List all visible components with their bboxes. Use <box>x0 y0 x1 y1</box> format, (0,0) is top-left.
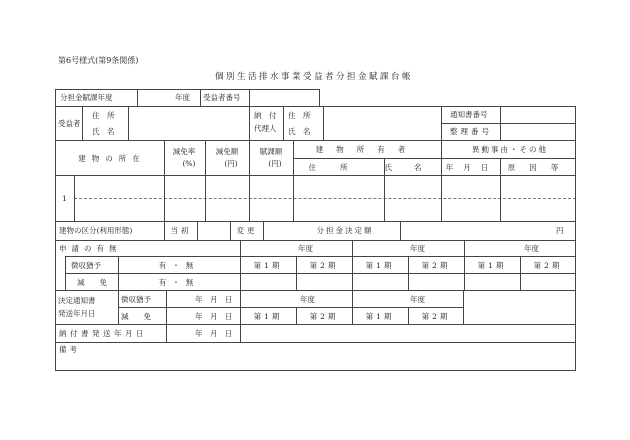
notice-period-1-b: 第1期 <box>365 312 395 321</box>
reduction-amount-header: 減免額 <box>215 147 239 156</box>
decided-amount-label: 分担金決定額 <box>316 226 374 235</box>
owner-address-header: 住所 <box>308 163 372 172</box>
change-label: 変更 <box>236 226 258 235</box>
owner-name-header: 氏名 <box>384 163 444 172</box>
notice-deferral-date: 年 月 日 <box>195 295 233 304</box>
notice-period-2-b: 第2期 <box>421 312 451 321</box>
exemption-yes-no: 有・無 <box>158 278 200 287</box>
notice-deferral-label: 徴収猶予 <box>121 295 151 304</box>
notice-exemption-date: 年 月 日 <box>195 312 233 321</box>
app-period-1-b: 第1期 <box>365 261 395 270</box>
app-period-1-c: 第1期 <box>477 261 507 270</box>
notice-period-1-a: 第1期 <box>253 312 283 321</box>
deferral-yes-no: 有・無 <box>158 261 200 270</box>
reduction-amount-unit: (円) <box>224 159 238 168</box>
initial-label: 当初 <box>170 226 192 235</box>
change-reason-header: 異動事由・その他 <box>472 145 548 154</box>
beneficiary-label: 受益者 <box>58 119 81 128</box>
remarks-label: 備考 <box>59 345 80 354</box>
payment-notice-date-label: 納付書発送年月日 <box>59 329 147 338</box>
proxy-address-label: 住 所 <box>288 111 311 120</box>
beneficiary-name-label: 氏 名 <box>92 127 115 136</box>
building-owner-header: 建物所有者 <box>315 145 419 154</box>
building-location-header: 建物の所在 <box>78 154 146 163</box>
proxy-label: 代理人 <box>254 124 277 133</box>
beneficiary-address-label: 住 所 <box>92 111 115 120</box>
deferral-label: 徴収猶予 <box>71 261 101 270</box>
yen-unit: 円 <box>556 226 564 235</box>
notice-year-2: 年度 <box>410 295 425 304</box>
reduction-rate-header: 減免率 <box>172 147 196 156</box>
app-period-2-a: 第2期 <box>309 261 339 270</box>
exemption-label: 減 免 <box>77 278 107 287</box>
beneficiary-number-label: 受益者番号 <box>203 93 241 102</box>
payment-notice-date: 年 月 日 <box>195 329 233 338</box>
proxy-name-label: 氏 名 <box>288 127 311 136</box>
decision-notice-label: 決定通知書 <box>58 296 96 305</box>
reduction-rate-unit: (%) <box>182 159 196 168</box>
notice-number-label: 通知書番号 <box>450 110 488 119</box>
app-period-2-b: 第2期 <box>421 261 451 270</box>
application-year-3: 年度 <box>524 244 539 253</box>
change-cause-header: 原因等 <box>507 163 573 172</box>
form-title: 個別生活排水事業受益者分担金賦課台帳 <box>214 72 414 82</box>
application-year-2: 年度 <box>410 244 425 253</box>
notice-period-2-a: 第2期 <box>309 312 339 321</box>
app-period-2-c: 第2期 <box>533 261 563 270</box>
dispatch-date-label: 発送年月日 <box>58 309 96 318</box>
notice-year-1: 年度 <box>300 295 315 304</box>
application-year-1: 年度 <box>298 244 313 253</box>
app-period-1-a: 第1期 <box>253 261 283 270</box>
assessment-year-label: 分担金賦課年度 <box>60 93 113 102</box>
building-category-label: 建物の区分(利用形態) <box>59 226 133 235</box>
reference-number-label: 整理番号 <box>450 127 492 136</box>
year-suffix: 年度 <box>175 93 190 102</box>
notice-exemption-label: 減 免 <box>121 312 151 321</box>
application-status-label: 申請の有無 <box>59 244 122 253</box>
assessed-amount-unit: (円) <box>268 159 282 168</box>
payer-label: 納 付 <box>254 111 277 120</box>
change-date-header: 年月日 <box>445 163 499 172</box>
form-number-caption: 第6号様式(第9条関係) <box>58 56 139 65</box>
row-number: 1 <box>62 194 67 203</box>
assessed-amount-header: 賦課額 <box>259 147 283 156</box>
